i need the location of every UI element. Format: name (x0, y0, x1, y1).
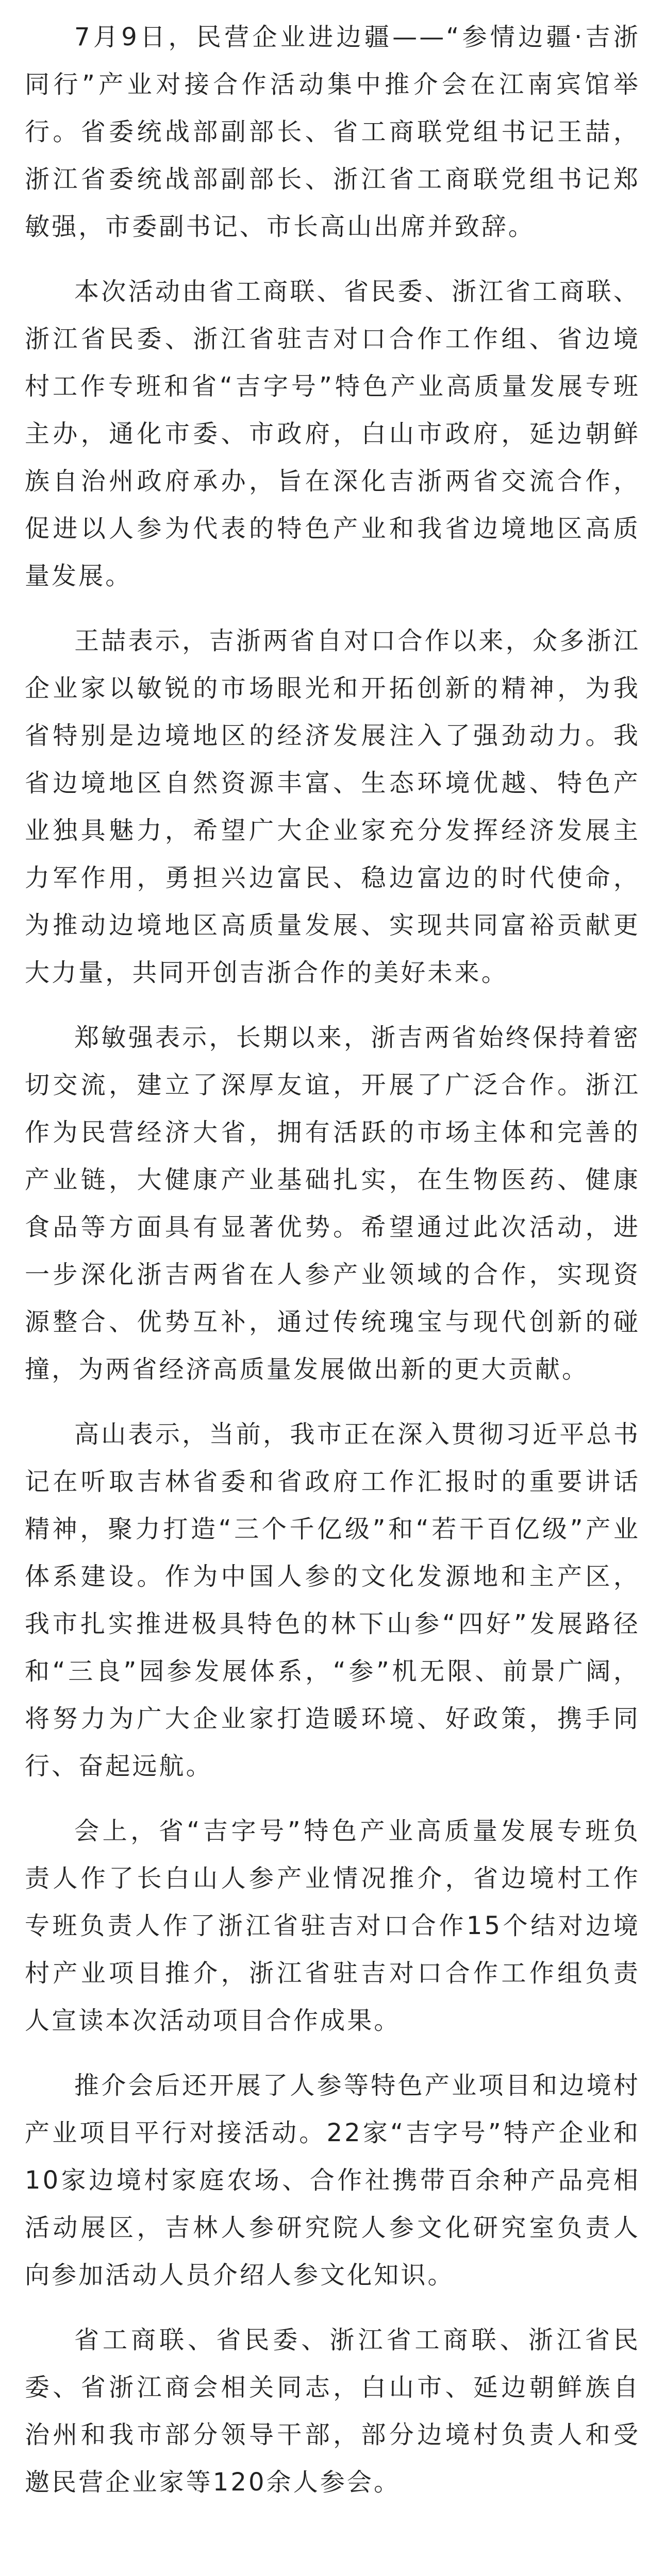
paragraph-zheng-minqiang-speech: 郑敏强表示，长期以来，浙吉两省始终保持着密切交流，建立了深厚友谊，开展了广泛合作。浙江作为民营经济大省，拥有活跃的市场主体和完善的产业链，大健康产业基础扎实，在生物医药、健康食品等方面具有显著优势。希望通过此次活动，进一步深化浙吉两省在人参产业领域的合作，实现资源整合、优势互补，通过传统瑰宝与现代创新的碰撞，为两省经济高质量发展做出新的更大贡献。 (25, 1023, 640, 1384)
news-article (25, 13, 640, 2523)
paragraph-organizers: 本次活动由省工商联、省民委、浙江省工商联、浙江省民委、浙江省驻吉对口合作工作组、省边境村工作专班和省“吉字号”特色产业高质量发展专班主办，通化市委、市政府，白山市政府，延边朝鲜族自治州政府承办，旨在深化吉浙两省交流合作，促进以人参为代表的特色产业和我省边境地区高质量发展。 (25, 277, 640, 590)
paragraph-wang-zhe-speech: 王喆表示，吉浙两省自对口合作以来，众多浙江企业家以敏锐的市场眼光和开拓创新的精神，为我省特别是边境地区的经济发展注入了强劲动力。我省边境地区自然资源丰富、生态环境优越、特色产业独具魅力，希望广大企业家充分发挥经济发展主力军作用，勇担兴边富民、稳边富边的时代使命，为推动边境地区高质量发展、实现共同富裕贡献更大力量，共同开创吉浙合作的美好未来。 (25, 626, 640, 987)
paragraph-gao-shan-speech: 高山表示，当前，我市正在深入贯彻习近平总书记在听取吉林省委和省政府工作汇报时的重要讲话精神，聚力打造“三个千亿级”和“若干百亿级”产业体系建设。作为中国人参的文化发源地和主产区，我市扎实推进极具特色的林下山参“四好”发展路径和“三良”园参发展体系，“参”机无限、前景广阔，将努力为广大企业家打造暖环境、好政策，携手同行、奋起远航。 (25, 1420, 640, 1781)
paragraph-promotion: 会上，省“吉字号”特色产业高质量发展专班负责人作了长白山人参产业情况推介，省边境村工作专班负责人作了浙江省驻吉对口合作15个结对边境村产业项目推介，浙江省驻吉对口合作工作组负责人宣读本次活动项目合作成果。 (25, 1817, 640, 2035)
paragraph-attendees: 省工商联、省民委、浙江省工商联、浙江省民委、省浙江商会相关同志，白山市、延边朝鲜族自治州和我市部分领导干部，部分边境村负责人和受邀民营企业家等120余人参会。 (25, 2326, 640, 2497)
paragraph-opening: 7月9日，民营企业进边疆——“参情边疆·吉浙同行”产业对接合作活动集中推介会在江南宾馆举行。省委统战部副部长、省工商联党组书记王喆，浙江省委统战部副部长、浙江省工商联党组书记郑敏强，市委副书记、市长高山出席并致辞。 (25, 23, 640, 241)
paragraph-matchmaking: 推介会后还开展了人参等特色产业项目和边境村产业项目平行对接活动。22家“吉字号”特产企业和10家边境村家庭农场、合作社携带百余种产品亮相活动展区，吉林人参研究院人参文化研究室负责人向参加活动人员介绍人参文化知识。 (25, 2071, 640, 2290)
